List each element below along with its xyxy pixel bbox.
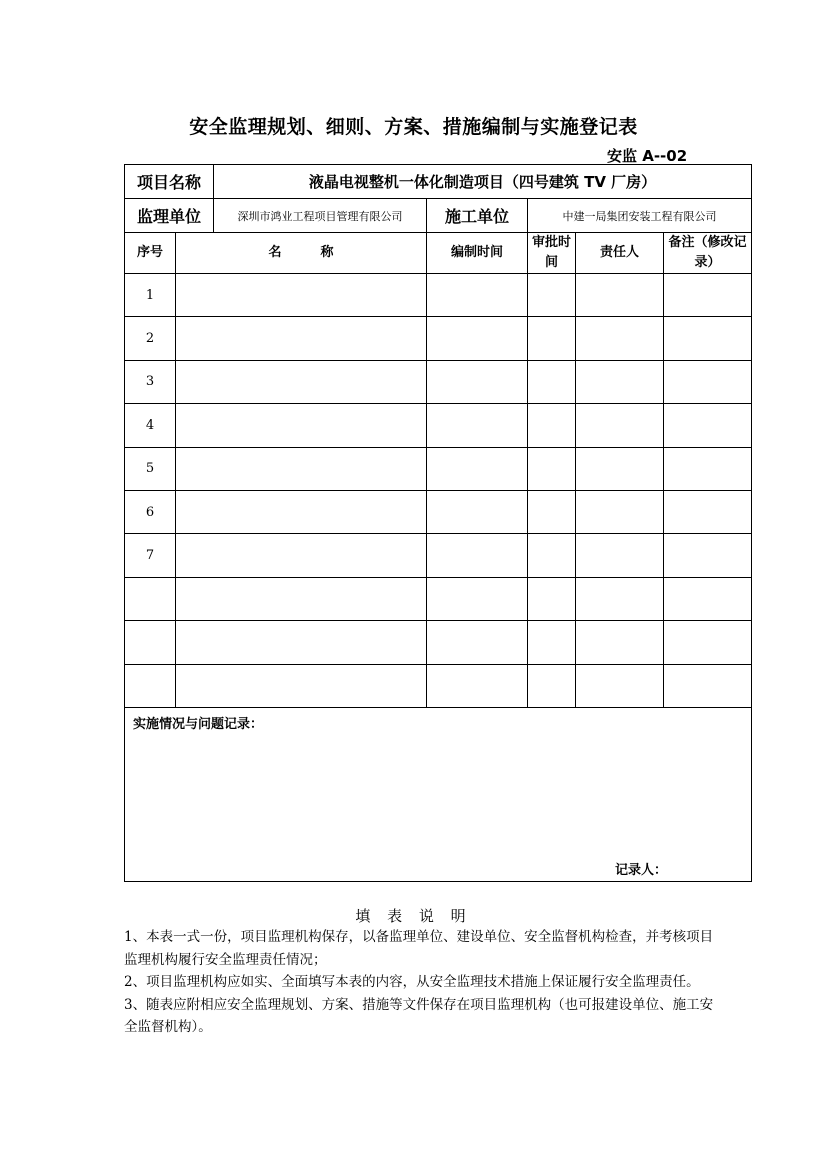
row-compiled-cell[interactable]: [427, 577, 528, 620]
row-approved-cell[interactable]: [528, 360, 576, 403]
row-owner-cell[interactable]: [576, 274, 664, 317]
registration-table: [124, 164, 752, 882]
row-compiled-cell[interactable]: [427, 404, 528, 447]
col-name-header: 名 称: [176, 233, 427, 274]
table-row: [125, 447, 752, 490]
row-remarks-cell[interactable]: [664, 404, 752, 447]
row-compiled-cell[interactable]: [427, 274, 528, 317]
col-approved-header: 审批时间: [528, 233, 576, 274]
col-compiled-header: 编制时间: [427, 233, 528, 274]
row-approved-cell[interactable]: [528, 664, 576, 707]
row-compiled-cell[interactable]: [427, 447, 528, 490]
row-name-cell[interactable]: [176, 534, 427, 577]
instructions-list: [124, 926, 724, 1039]
table-row: [125, 404, 752, 447]
col-owner-header: 责任人: [576, 233, 664, 274]
row-name-cell[interactable]: [176, 621, 427, 664]
row-remarks-cell[interactable]: [664, 621, 752, 664]
row-owner-cell[interactable]: [576, 360, 664, 403]
row-owner-cell[interactable]: [576, 490, 664, 533]
row-approved-cell[interactable]: [528, 621, 576, 664]
row-seq: [125, 577, 176, 620]
row-compiled-cell[interactable]: [427, 317, 528, 360]
supervisor-value[interactable]: 深圳市鸿业工程项目管理有限公司: [214, 199, 427, 233]
row-remarks-cell[interactable]: [664, 534, 752, 577]
row-remarks-cell[interactable]: [664, 447, 752, 490]
row-remarks-cell[interactable]: [664, 664, 752, 707]
row-remarks-cell[interactable]: [664, 360, 752, 403]
instruction-item: 2、项目监理机构应如实、全面填写本表的内容，从安全监理技术措施上保证履行安全监理责任。: [124, 974, 700, 990]
table-row: [125, 360, 752, 403]
table-row: [125, 490, 752, 533]
row-owner-cell[interactable]: [576, 404, 664, 447]
form-code: 安监 A--02: [607, 147, 688, 165]
row-seq: [125, 621, 176, 664]
row-name-cell[interactable]: [176, 577, 427, 620]
table-row: [125, 621, 752, 664]
row-seq: 1: [125, 274, 176, 317]
contractor-label: 施工单位: [427, 199, 528, 233]
col-seq-header: 序号: [125, 233, 176, 274]
row-approved-cell[interactable]: [528, 274, 576, 317]
row-owner-cell[interactable]: [576, 577, 664, 620]
row-name-cell[interactable]: [176, 664, 427, 707]
row-seq: [125, 664, 176, 707]
data-rows: [125, 274, 752, 708]
row-seq: 3: [125, 360, 176, 403]
supervisor-label: 监理单位: [125, 199, 214, 233]
instruction-item: 3、随表应附相应安全监理规划、方案、措施等文件保存在项目监理机构（也可报建设单位、施工安全监督机构）。: [124, 996, 714, 1035]
contractor-value[interactable]: 中建一局集团安装工程有限公司: [528, 199, 752, 233]
row-owner-cell[interactable]: [576, 664, 664, 707]
table-row: [125, 534, 752, 577]
row-approved-cell[interactable]: [528, 534, 576, 577]
row-owner-cell[interactable]: [576, 317, 664, 360]
row-compiled-cell[interactable]: [427, 360, 528, 403]
row-approved-cell[interactable]: [528, 577, 576, 620]
row-owner-cell[interactable]: [576, 534, 664, 577]
row-seq: 5: [125, 447, 176, 490]
row-name-cell[interactable]: [176, 274, 427, 317]
project-name-value[interactable]: 液晶电视整机一体化制造项目（四号建筑 TV 厂房）: [214, 165, 752, 199]
notes-label: 实施情况与问题记录：: [133, 716, 264, 732]
instruction-item: 1、本表一式一份，项目监理机构保存，以备监理单位、建设单位、安全监督机构检查，并考核项目监理机构履行安全监理责任情况；: [124, 929, 714, 968]
notes-area[interactable]: [125, 707, 752, 881]
row-compiled-cell[interactable]: [427, 621, 528, 664]
row-remarks-cell[interactable]: [664, 274, 752, 317]
form-title: 安全监理规划、细则、方案、措施编制与实施登记表: [189, 116, 638, 138]
row-name-cell[interactable]: [176, 404, 427, 447]
row-remarks-cell[interactable]: [664, 317, 752, 360]
instructions-title: 填 表 说 明: [355, 907, 472, 925]
table-row: [125, 274, 752, 317]
row-approved-cell[interactable]: [528, 404, 576, 447]
row-approved-cell[interactable]: [528, 447, 576, 490]
table-row: [125, 317, 752, 360]
row-seq: 7: [125, 534, 176, 577]
row-compiled-cell[interactable]: [427, 664, 528, 707]
row-remarks-cell[interactable]: [664, 577, 752, 620]
row-seq: 2: [125, 317, 176, 360]
row-name-cell[interactable]: [176, 317, 427, 360]
row-approved-cell[interactable]: [528, 317, 576, 360]
row-owner-cell[interactable]: [576, 621, 664, 664]
row-approved-cell[interactable]: [528, 490, 576, 533]
row-compiled-cell[interactable]: [427, 490, 528, 533]
row-seq: 6: [125, 490, 176, 533]
row-owner-cell[interactable]: [576, 447, 664, 490]
recorder-label: 记录人：: [615, 862, 668, 878]
row-name-cell[interactable]: [176, 490, 427, 533]
row-name-cell[interactable]: [176, 447, 427, 490]
row-seq: 4: [125, 404, 176, 447]
project-name-label: 项目名称: [125, 165, 214, 199]
col-remarks-header: 备注（修改记录）: [664, 233, 752, 274]
table-row: [125, 577, 752, 620]
row-name-cell[interactable]: [176, 360, 427, 403]
table-row: [125, 664, 752, 707]
row-compiled-cell[interactable]: [427, 534, 528, 577]
row-remarks-cell[interactable]: [664, 490, 752, 533]
